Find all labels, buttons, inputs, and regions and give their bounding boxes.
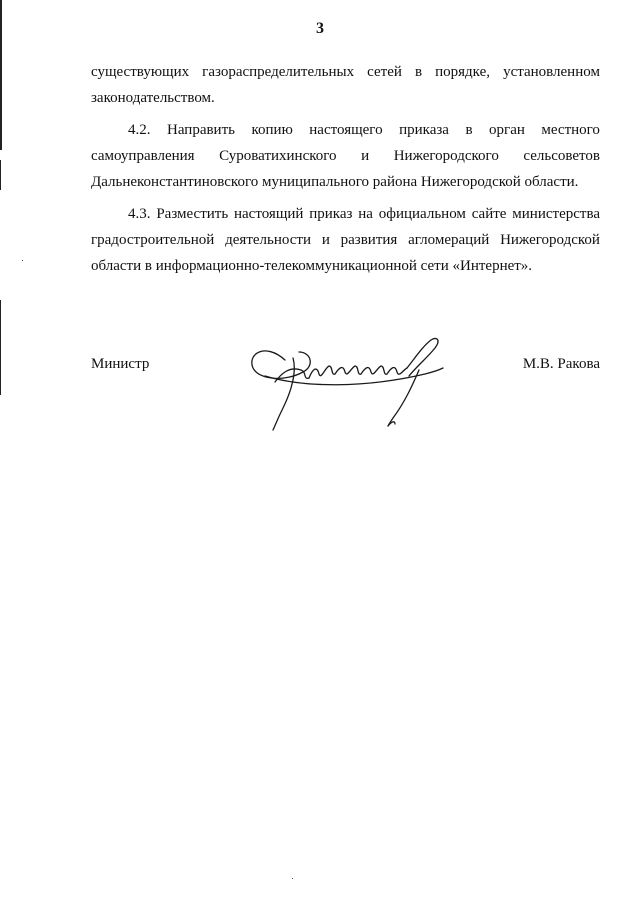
signatory-name: М.В. Ракова [522, 356, 600, 372]
word: копию [251, 122, 293, 138]
paragraph-3-line-1 [128, 204, 600, 224]
word: Нижегородского [393, 148, 499, 164]
word: Разместить [156, 206, 229, 222]
word: градостроительной [91, 232, 215, 248]
paragraph-1-line-1 [91, 62, 600, 82]
word: сельсоветов [523, 148, 600, 164]
scan-edge-artifact [0, 160, 1, 190]
handwritten-signature [245, 322, 455, 432]
scan-speck [22, 260, 23, 261]
word: Направить [167, 122, 235, 138]
word: развития [340, 232, 398, 248]
word: порядке, [435, 64, 490, 80]
word: официальном [378, 206, 466, 222]
word: министерства [512, 206, 600, 222]
word: 4.3. [128, 206, 151, 222]
word: настоящий [234, 206, 304, 222]
word: и [321, 232, 330, 248]
word: приказ [309, 206, 353, 222]
paragraph-1-line-2: законодательством. [91, 90, 215, 106]
word: и [361, 148, 370, 164]
paragraph-3-line-2 [91, 230, 600, 250]
word: орган [489, 122, 525, 138]
word: 4.2. [128, 122, 151, 138]
signatory-position: Министр [91, 356, 150, 372]
word: Нижегородской [500, 232, 600, 248]
word: агломераций [408, 232, 490, 248]
paragraph-2-line-2 [91, 146, 600, 166]
page-number: 3 [316, 20, 324, 37]
scan-edge-artifact [0, 300, 1, 395]
word: установленном [503, 64, 600, 80]
paragraph-3-line-3: области в информационно-телекоммуникационной сети «Интернет». [91, 258, 533, 274]
word: деятельности [225, 232, 312, 248]
word: газораспределительных [202, 64, 355, 80]
word: сайте [471, 206, 507, 222]
word: настоящего [309, 122, 383, 138]
word: местного [541, 122, 600, 138]
word: приказа [399, 122, 449, 138]
paragraph-2-line-3: Дальнеконстантиновского муниципального района Нижегородской области. [91, 174, 579, 190]
word: самоуправления [91, 148, 195, 164]
word: в [414, 64, 423, 80]
word: Суроватихинского [219, 148, 337, 164]
word: в [465, 122, 473, 138]
paragraph-2-line-1 [128, 120, 600, 140]
scan-speck [292, 878, 293, 879]
word: существующих [91, 64, 190, 80]
word: на [358, 206, 373, 222]
word: сетей [367, 64, 402, 80]
